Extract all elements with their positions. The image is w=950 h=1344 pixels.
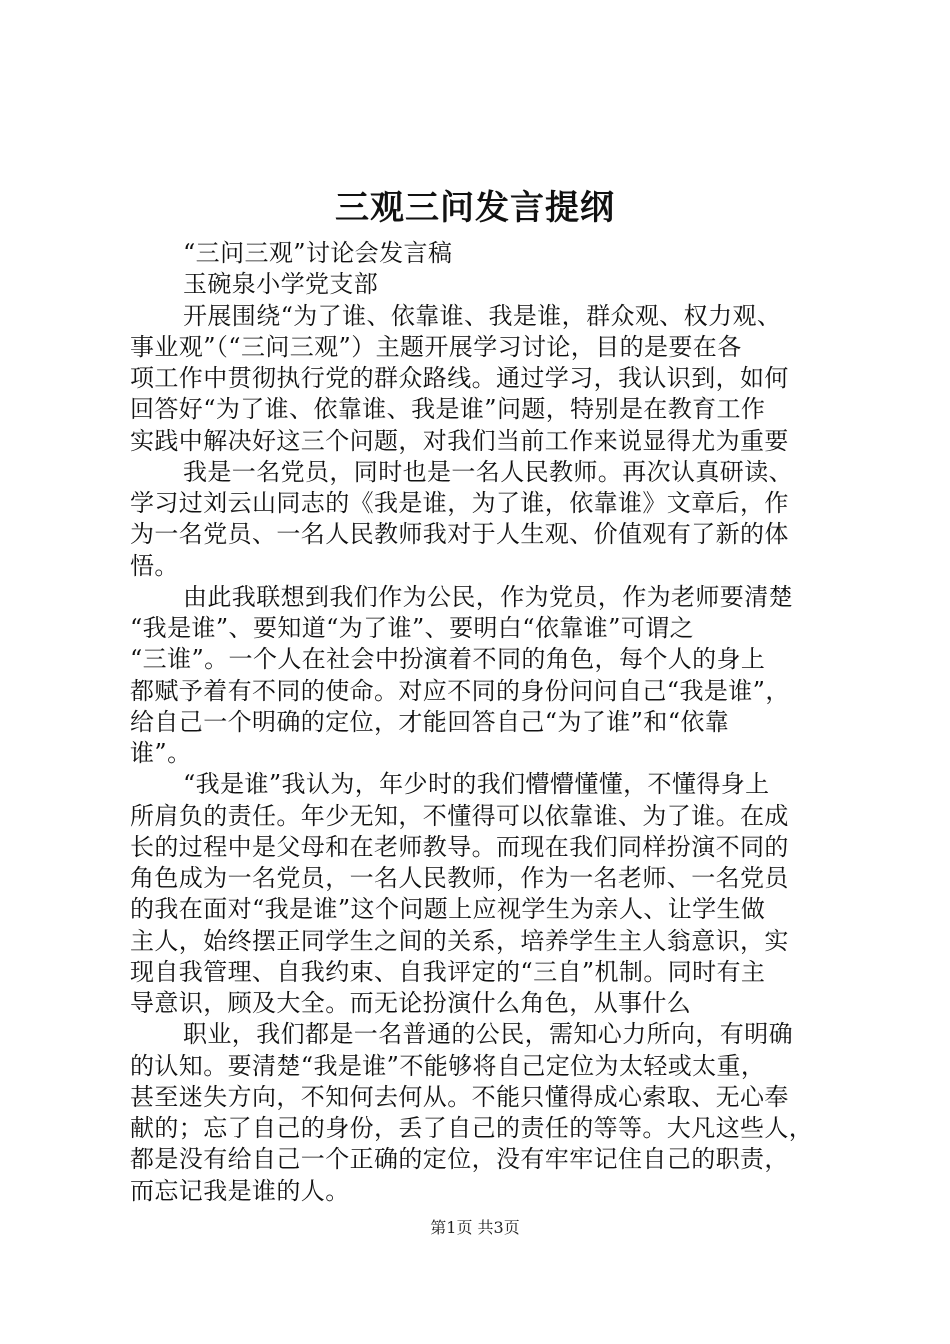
text-line: 谁”。 <box>130 739 192 767</box>
text-line: 甚至迷失方向，不知何去何从。不能只懂得成心索取、无心奉 <box>130 1082 789 1111</box>
text-line: 长的过程中是父母和在老师教导。而现在我们同样扮演不同的 <box>130 832 789 861</box>
text-line: 给自己一个明确的定位，才能回答自己“为了谁”和“依靠 <box>130 707 730 736</box>
text-line: 职业，我们都是一名普通的公民，需知心力所向，有明确 <box>183 1020 793 1049</box>
text-line: 的我在面对“我是谁”这个问题上应视学生为亲人、让学生做 <box>130 895 766 924</box>
page-footer: 第1页 共3页 <box>430 1218 520 1237</box>
text-line: 的认知。要清楚“我是谁”不能够将自己定位为太轻或太重， <box>130 1051 766 1080</box>
text-line: 都赋予着有不同的使命。对应不同的身份问问自己“我是谁”， <box>130 676 790 705</box>
text-line: 而忘记我是谁的人。 <box>130 1176 350 1205</box>
text-line: “我是谁”我认为，年少时的我们懵懵懂懂，不懂得身上 <box>183 770 770 799</box>
text-line: 实践中解决好这三个问题，对我们当前工作来说显得尤为重要 <box>130 426 789 455</box>
text-line: “三问三观”讨论会发言稿 <box>183 239 453 267</box>
text-line: 我是一名党员，同时也是一名人民教师。再次认真研读、 <box>183 457 793 486</box>
text-line: “三谁”。一个人在社会中扮演着不同的角色，每个人的身上 <box>130 645 766 674</box>
text-line: 悟。 <box>130 551 179 580</box>
text-line: 玉碗泉小学党支部 <box>183 270 379 299</box>
text-line: 所肩负的责任。年少无知，不懂得可以依靠谁、为了谁。在成 <box>130 801 789 830</box>
text-line: 回答好“为了谁、依靠谁、我是谁”问题，特别是在教育工作 <box>130 395 766 424</box>
text-line: 由此我联想到我们作为公民，作为党员，作为老师要清楚 <box>183 582 793 611</box>
document-title: 三观三问发言提纲 <box>335 188 615 228</box>
text-line: 献的；忘了自己的身份，丢了自己的责任的等等。大凡这些人， <box>130 1114 814 1142</box>
text-line: 导意识，顾及大全。而无论扮演什么角色，从事什么 <box>130 989 692 1017</box>
text-line: 开展围绕“为了谁、依靠谁、我是谁，群众观、权力观、 <box>183 301 782 330</box>
text-line: 都是没有给自己一个正确的定位，没有牢牢记住自己的职责， <box>130 1145 789 1174</box>
text-line: 事业观”（“三问三观”）主题开展学习讨论，目的是要在各 <box>130 332 742 361</box>
text-line: 为一名党员、一名人民教师我对于人生观、价值观有了新的体 <box>130 520 789 549</box>
document-body <box>130 238 830 1207</box>
text-line: 现自我管理、自我约束、自我评定的“三自”机制。同时有主 <box>130 957 766 986</box>
text-line: “我是谁”、要知道“为了谁”、要明白“依靠谁”可谓之 <box>130 614 695 642</box>
text-line: 项工作中贯彻执行党的群众路线。通过学习，我认识到，如何 <box>130 364 789 392</box>
text-line: 角色成为一名党员，一名人民教师，作为一名老师、一名党员 <box>130 864 789 892</box>
text-line: 学习过刘云山同志的《我是谁，为了谁，依靠谁》文章后，作 <box>130 489 789 517</box>
text-line: 主人，始终摆正同学生之间的关系，培养学生主人翁意识，实 <box>130 926 789 955</box>
